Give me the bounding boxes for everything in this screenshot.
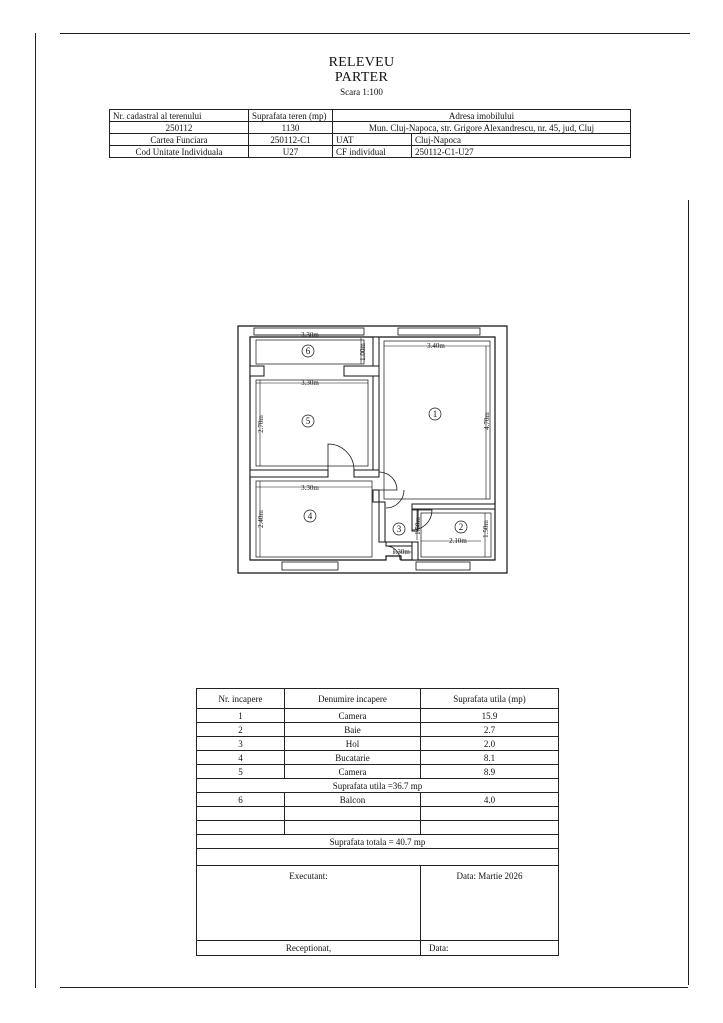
room-nr: 1	[197, 709, 285, 723]
room-area: 2.0	[421, 737, 559, 751]
room-name: Camera	[285, 709, 421, 723]
data2-cell: Data:	[421, 941, 559, 956]
window-bottom	[282, 562, 338, 570]
room-nr: 5	[197, 765, 285, 779]
window-bottom-right	[416, 562, 470, 570]
dim-room2-width: 2.10m	[449, 537, 467, 545]
room-number-5: 5	[305, 416, 311, 426]
rooms-table	[196, 688, 559, 956]
top-border-line	[60, 33, 690, 34]
dim-room1-width: 3.40m	[427, 342, 445, 350]
cf-individual-value: 250112-C1-U27	[412, 146, 631, 158]
carte-funciara-label: Cartea Funciara	[110, 134, 249, 146]
subtotal-row: Suprafata utila =36.7 mp	[197, 779, 559, 793]
scale-label: Scara 1:100	[340, 87, 383, 97]
adresa-value: Mun. Cluj-Napoca, str. Grigore Alexandrescu, nr. 45, jud, Cluj	[333, 122, 631, 134]
empty-row	[197, 807, 559, 821]
room-name: Balcon	[285, 793, 421, 807]
room-area: 15.9	[421, 709, 559, 723]
dim-room5-height: 2.70m	[257, 415, 265, 433]
executant-cell: Executant:	[197, 866, 421, 941]
right-border-line	[688, 200, 689, 985]
cod-unitate-label: Cod Unitate Individuala	[110, 146, 249, 158]
empty-row	[197, 849, 559, 866]
dim-room1-height: 4.70m	[483, 412, 491, 430]
room-number-4: 4	[307, 511, 313, 521]
room-area: 2.7	[421, 723, 559, 737]
page-title: RELEVEU	[328, 55, 395, 70]
room-area: 8.1	[421, 751, 559, 765]
room-number-2: 2	[458, 522, 464, 532]
suprafata-teren-label: Suprafata teren (mp)	[249, 110, 333, 122]
room-area: 4.0	[421, 793, 559, 807]
window-top-right	[398, 328, 480, 335]
header-denumire: Denumire incapere	[285, 689, 421, 709]
table-row	[197, 751, 559, 765]
uat-label: UAT	[333, 134, 412, 146]
room-name: Bucatarie	[285, 751, 421, 765]
property-info-table	[109, 109, 631, 158]
room-nr: 3	[197, 737, 285, 751]
carte-funciara-value: 250112-C1	[249, 134, 333, 146]
room-nr: 6	[197, 793, 285, 807]
room-number-6: 6	[305, 346, 311, 356]
dim-room3-height: 1.50m	[414, 517, 422, 535]
cf-individual-label: CF individual	[333, 146, 412, 158]
left-border-line	[35, 33, 36, 988]
dim-room3-width: 1.30m	[392, 548, 410, 556]
room-number-3: 3	[396, 524, 402, 534]
nr-cadastral-label: Nr. cadastral al terenului	[110, 110, 249, 122]
room-nr: 4	[197, 751, 285, 765]
room-number-1: 1	[432, 409, 438, 419]
suprafata-teren-value: 1130	[249, 122, 333, 134]
receptionat-cell: Receptionat,	[197, 941, 421, 956]
dim-room6-height: 1.00m	[359, 343, 367, 361]
uat-value: Cluj-Napoca	[412, 134, 631, 146]
adresa-label: Adresa imobilului	[333, 110, 631, 122]
page-subtitle: PARTER	[334, 70, 389, 85]
dim-room6-width: 3.30m	[301, 331, 319, 339]
dim-room2-height: 1.50m	[482, 520, 490, 538]
nr-cadastral-value: 250112	[110, 122, 249, 134]
data-cell: Data: Martie 2026	[421, 866, 559, 941]
table-row	[197, 765, 559, 779]
room-name: Camera	[285, 765, 421, 779]
room-name: Hol	[285, 737, 421, 751]
total-row: Suprafata totala = 40.7 mp	[197, 835, 559, 849]
empty-row	[197, 821, 559, 835]
cod-unitate-value: U27	[249, 146, 333, 158]
bottom-border-line	[60, 987, 688, 988]
table-row	[197, 723, 559, 737]
room-name: Baie	[285, 723, 421, 737]
floor-plan	[236, 324, 512, 576]
dim-room4-width: 3.30m	[301, 484, 319, 492]
dim-room4-height: 2.40m	[257, 510, 265, 528]
dim-room5-width: 3.30m	[301, 379, 319, 387]
table-row	[197, 737, 559, 751]
table-row	[197, 793, 559, 807]
room-area: 8.9	[421, 765, 559, 779]
room-nr: 2	[197, 723, 285, 737]
header-suprafata: Suprafata utila (mp)	[421, 689, 559, 709]
table-row	[197, 709, 559, 723]
header-nr: Nr. incapere	[197, 689, 285, 709]
